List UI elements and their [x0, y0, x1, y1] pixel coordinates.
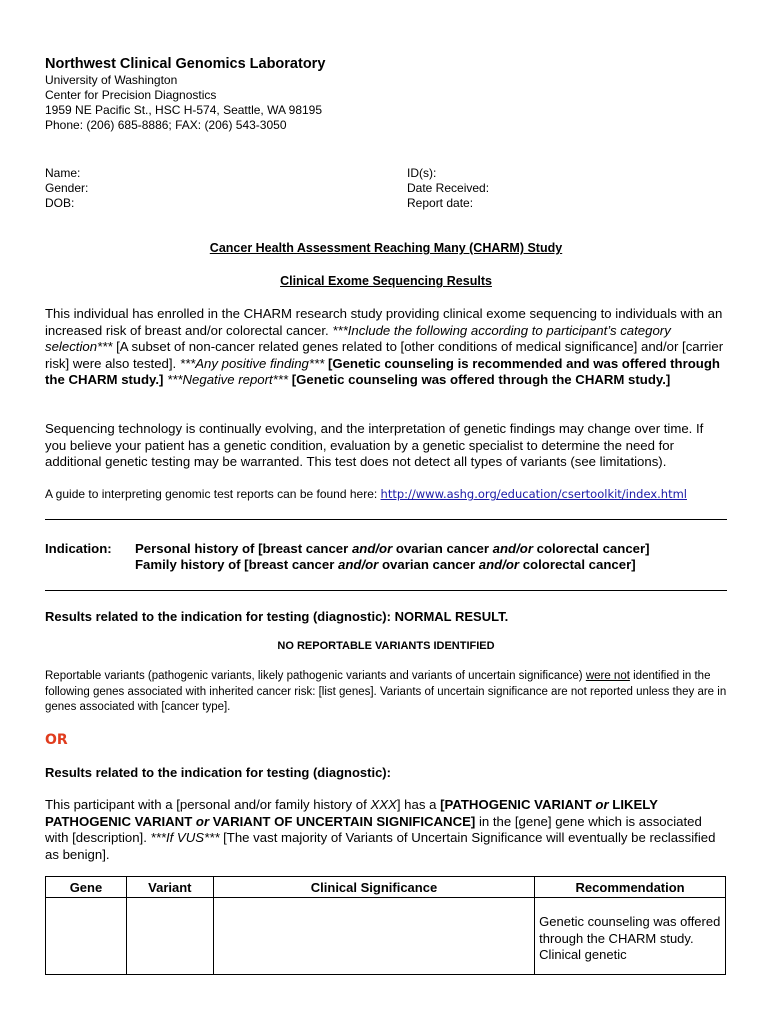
- diagnostic-result-text: This participant with a [personal and/or family history of XXX] has a [PATHOGENIC VARIANT or LIKELY PATHOGENIC VARIANT or VARIANT OF UNCERTAIN SIGNIFICANCE] in the [gene] gene which is associated with [description]. ***If VUS*** [The vast majority of Variants of Uncertain Significance will eventually be reclassified as benign].: [45, 797, 716, 862]
- address-line: 1959 NE Pacific St., HSC H-574, Seattle, WA 98195: [45, 103, 323, 117]
- guide-line: A guide to interpreting genomic test reports can be found here: http://www.ashg.org/education/csertoolkit/index.html: [45, 487, 687, 501]
- normal-result-title: Results related to the indication for testing (diagnostic): NORMAL RESULT.: [45, 609, 509, 624]
- indication-label: Indication:: [45, 541, 112, 556]
- study-title: Cancer Health Assessment Reaching Many (CHARM) Study: [209, 241, 563, 255]
- dob-field: DOB:: [45, 196, 75, 210]
- clinical-significance-header: Clinical Significance: [213, 877, 534, 898]
- recommendation-cell: Genetic counseling was offered through the CHARM study. Clinical genetic: [535, 898, 726, 975]
- address-line: University of Washington: [45, 73, 178, 87]
- lab-title: Northwest Clinical Genomics Laboratory: [45, 56, 326, 72]
- gene-cell: [46, 898, 127, 975]
- variant-cell: [126, 898, 213, 975]
- no-variants-heading: NO REPORTABLE VARIANTS IDENTIFIED: [277, 640, 495, 652]
- address-line: Phone: (206) 685-8886; FAX: (206) 543-3050: [45, 118, 287, 132]
- results-table: [45, 876, 726, 975]
- gender-field: Gender:: [45, 181, 89, 195]
- date-received-field: Date Received:: [407, 181, 490, 195]
- or-label: OR: [45, 732, 68, 748]
- indication-family-history: Family history of [breast cancer and/or ovarian cancer and/or colorectal cancer]: [135, 557, 636, 572]
- table-header-row: [46, 877, 726, 898]
- intro-paragraph: This individual has enrolled in the CHARM research study providing clinical exome sequencing to individuals with an increased risk of breast and/or colorectal cancer. ***Include the following according to participant’s category selection*** [A subset of non-cancer related genes related to [other conditions of medical significance] and/or [carrier risk] were also tested]. ***Any positive finding*** [Genetic counseling is recommended and was offered through the CHARM study.] ***Negative report*** [Genetic counseling was offered through the CHARM study.]: [45, 306, 724, 387]
- report-title: Clinical Exome Sequencing Results: [280, 274, 492, 288]
- report-date-field: Report date:: [407, 196, 474, 210]
- ids-field: ID(s):: [407, 166, 437, 180]
- name-field: Name:: [45, 166, 81, 180]
- divider: [45, 590, 727, 591]
- indication-personal-history: Personal history of [breast cancer and/or ovarian cancer and/or colorectal cancer]: [135, 541, 650, 556]
- recommendation-header: Recommendation: [535, 877, 726, 898]
- csertoolkit-link[interactable]: http://www.ashg.org/education/csertoolkit/index.html: [380, 487, 687, 501]
- sequencing-note: Sequencing technology is continually evolving, and the interpretation of genetic findings may change over time. If you believe your patient has a genetic condition, evaluation by a genetic specialist to determine the need for additional genetic testing may be warranted. This test does not detect all types of variants (see limitations).: [45, 421, 704, 469]
- clinical-significance-cell: [213, 898, 534, 975]
- divider: [45, 519, 727, 520]
- address-line: Center for Precision Diagnostics: [45, 88, 217, 102]
- normal-result-text: Reportable variants (pathogenic variants, likely pathogenic variants and variants of uncertain significance) were not identified in the following genes associated with inherited cancer risk: [list genes]. Variants of uncertain significance are not reported unless they are in genes associated with [cancer type].: [45, 670, 727, 713]
- indication-text: [135, 541, 650, 573]
- gene-header: Gene: [46, 877, 127, 898]
- variant-header: Variant: [126, 877, 213, 898]
- table-row: [46, 898, 726, 975]
- diagnostic-result-title: Results related to the indication for testing (diagnostic):: [45, 765, 391, 780]
